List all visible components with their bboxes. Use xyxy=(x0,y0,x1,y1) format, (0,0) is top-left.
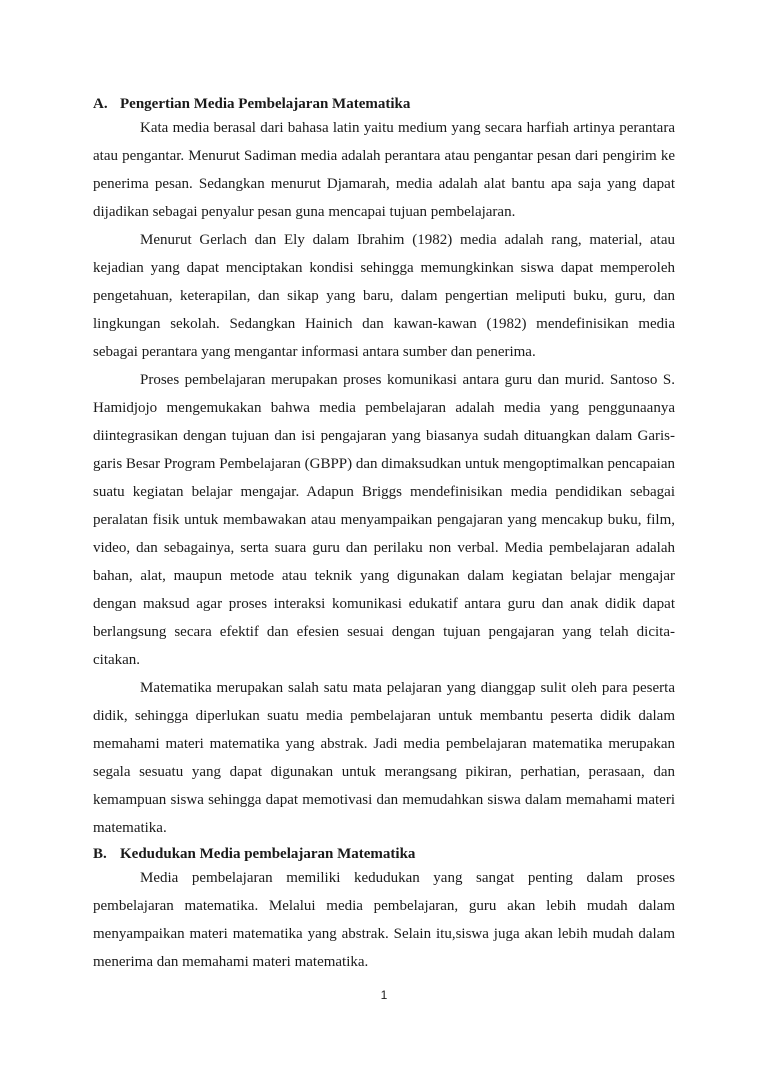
section-letter: A. xyxy=(93,96,108,112)
paragraph: Kata media berasal dari bahasa latin yaitu medium yang secara harfiah artinya perantara atau pengantar. Menurut Sadiman media adalah perantara atau pengantar pesan dari pengirim ke penerima pesan. Sedangkan menurut Djamarah, media adalah alat bantu apa saja yang dapat dijadikan sebagai penyalur pesan guna mencapai tujuan pembelajaran. xyxy=(93,120,675,220)
paragraph: Media pembelajaran memiliki kedudukan yang sangat penting dalam proses pembelajaran matematika. Melalui media pembelajaran, guru akan lebih mudah dalam menyampaikan materi matematika yang abstrak. Selain itu,siswa juga akan lebih mudah dalam menerima dan memahami materi matematika. xyxy=(93,870,675,970)
paragraph: Matematika merupakan salah satu mata pelajaran yang dianggap sulit oleh para peserta didik, sehingga diperlukan suatu media pembelajaran untuk membantu peserta didik dalam memahami materi matematika yang abstrak. Jadi media pembelajaran matematika merupakan segala sesuatu yang dapat digunakan untuk merangsang pikiran, perhatian, perasaan, dan kemampuan siswa sehingga dapat memotivasi dan memudahkan siswa dalam memahami materi matematika. xyxy=(93,680,675,836)
section-title: Kedudukan Media pembelajaran Matematika xyxy=(120,846,416,862)
paragraph: Menurut Gerlach dan Ely dalam Ibrahim (1982) media adalah rang, material, atau kejadian yang dapat menciptakan kondisi sehingga memungkinkan siswa dapat memperoleh pengetahuan, keterapilan, dan sikap yang baru, dalam pengertian meliputi buku, guru, dan lingkungan sekolah. Sedangkan Hainich dan kawan-kawan (1982) mendefinisikan media sebagai perantara yang mengantar informasi antara sumber dan penerima. xyxy=(93,232,675,360)
section-heading-a xyxy=(93,94,410,114)
page-number: 1 xyxy=(380,988,388,1002)
section-body-b xyxy=(93,864,675,976)
section-heading-b xyxy=(93,844,415,864)
document-page xyxy=(93,0,675,1087)
paragraph: Proses pembelajaran merupakan proses komunikasi antara guru dan murid. Santoso S. Hamidjojo mengemukakan bahwa media pembelajaran adalah media yang penggunaanya diintegrasikan dengan tujuan dan isi pengajaran yang biasanya sudah dituangkan dalam Garis-garis Besar Program Pembelajaran (GBPP) dan dimaksudkan untuk mengoptimalkan pencapaian suatu kegiatan belajar mengajar. Adapun Briggs mendefinisikan media pendidikan sebagai peralatan fisik untuk membawakan atau menyampaikan pengajaran yang mencakup buku, film, video, dan sebagainya, serta suara guru dan perilaku non verbal. Media pembelajaran adalah bahan, alat, maupun metode atau teknik yang digunakan dalam kegiatan belajar mengajar dengan maksud agar proses interaksi komunikasi edukatif antara guru dan anak didik dapat berlangsung secara efektif dan efesien sesuai dengan tujuan pengajaran yang telah dicita-citakan. xyxy=(93,372,675,668)
section-body-a xyxy=(93,114,675,842)
section-letter: B. xyxy=(93,846,107,862)
section-title: Pengertian Media Pembelajaran Matematika xyxy=(120,96,411,112)
